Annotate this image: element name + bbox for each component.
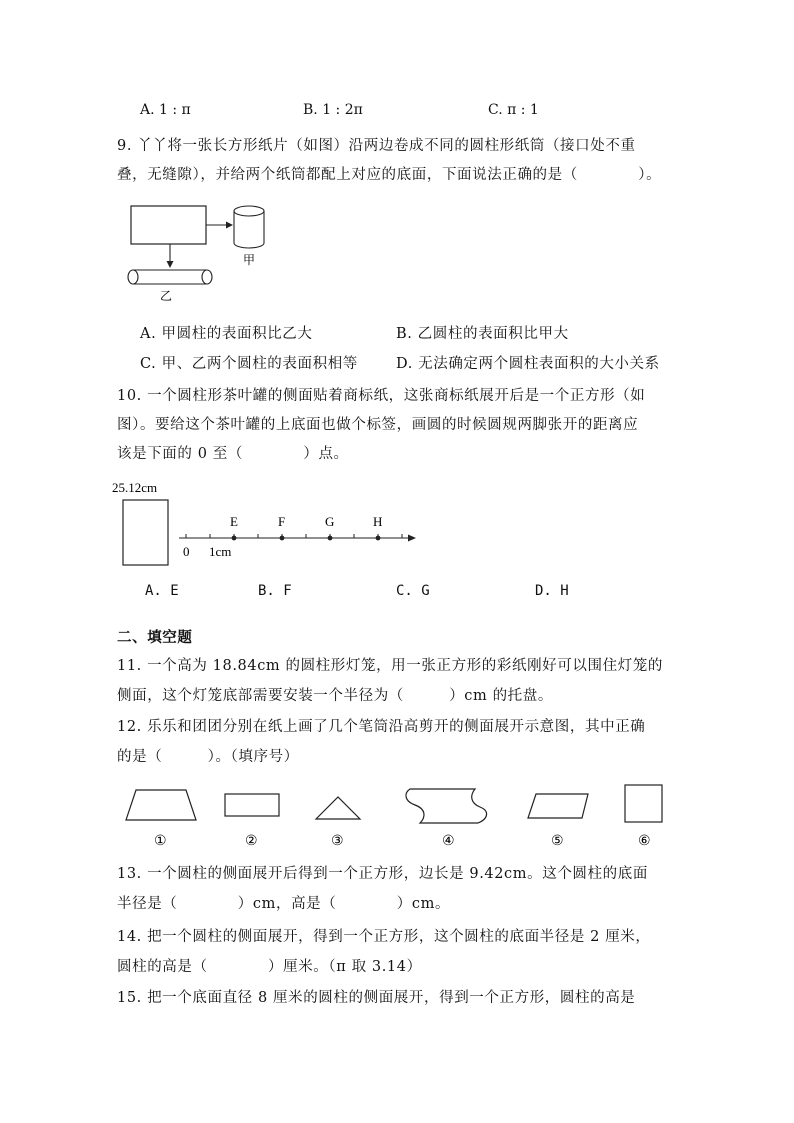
q9-option-b: B. 乙圆柱的表面积比甲大 xyxy=(396,326,569,342)
q13-text-line1: 13. 一个圆柱的侧面展开后得到一个正方形，边长是 9.42cm。这个圆柱的底面 xyxy=(117,866,648,882)
point-h xyxy=(376,536,381,541)
paper-rectangle xyxy=(131,206,206,244)
cylinder-yi xyxy=(128,270,212,284)
q10-text-line1: 10. 一个圆柱形茶叶罐的侧面贴着商标纸，这张商标纸展开后是一个正方形（如 xyxy=(117,388,646,404)
label-jia: 甲 xyxy=(243,253,256,267)
shape-label-4: ④ xyxy=(442,834,455,849)
cylinder-jia xyxy=(234,206,264,248)
shape-wavy xyxy=(406,789,487,823)
shape-label-1: ① xyxy=(154,834,167,849)
point-e xyxy=(232,536,237,541)
shape-triangle xyxy=(316,797,360,819)
q12-text-line2: 的是（ ）。（填序号） xyxy=(117,749,299,765)
q13-text-line2: 半径是（ ）cm，高是（ ）cm。 xyxy=(117,896,451,912)
q12-text-line1: 12. 乐乐和团团分别在纸上画了几个笔筒沿高剪开的侧面展开示意图，其中正确 xyxy=(117,719,646,735)
shape-label-3: ③ xyxy=(331,834,344,849)
q15-text-line1: 15. 把一个底面直径 8 厘米的圆柱的侧面展开，得到一个正方形，圆柱的高是 xyxy=(117,990,636,1006)
point-label-g: G xyxy=(325,514,335,529)
q9-text-line1: 9. 丫丫将一张长方形纸片（如图）沿两边卷成不同的圆柱形纸筒（接口处不重 xyxy=(117,138,636,154)
label-yi: 乙 xyxy=(160,289,173,303)
q14-text-line1: 14. 把一个圆柱的侧面展开，得到一个正方形，这个圆柱的底面半径是 2 厘米， xyxy=(117,929,651,945)
ruler-zero-label: 0 xyxy=(183,544,190,559)
q9-option-c: C. 甲、乙两个圆柱的表面积相等 xyxy=(140,356,358,372)
shape-square xyxy=(625,785,662,822)
q14-text-line2: 圆柱的高是（ ）厘米。（π 取 3.14） xyxy=(117,959,422,975)
ruler-unit-label: 1cm xyxy=(209,544,232,559)
q10-option-c: C. G xyxy=(396,583,430,599)
q12-figure xyxy=(120,782,680,850)
q10-text-line3: 该是下面的 0 至（ ）点。 xyxy=(117,446,349,462)
label-paper-rectangle xyxy=(123,500,168,565)
point-label-f: F xyxy=(278,514,286,529)
q8-option-c: C. π : 1 xyxy=(488,102,539,118)
section-heading: 二、填空题 xyxy=(117,629,193,646)
q10-figure xyxy=(112,476,432,572)
q8-option-a: A. 1 : π xyxy=(140,102,191,118)
q9-option-d: D. 无法确定两个圆柱表面积的大小关系 xyxy=(396,356,660,372)
q9-option-a: A. 甲圆柱的表面积比乙大 xyxy=(140,326,313,342)
shape-trapezoid xyxy=(126,790,196,820)
point-f xyxy=(280,536,285,541)
shape-label-5: ⑤ xyxy=(551,834,564,849)
shape-parallelogram xyxy=(528,794,588,818)
q10-option-d: D. H xyxy=(535,583,569,599)
label-length: 25.12cm xyxy=(112,480,158,495)
point-label-h: H xyxy=(373,514,383,529)
q10-text-line2: 图）。要给这个茶叶罐的上底面也做个标签，画圆的时候圆规两脚张开的距离应 xyxy=(117,417,639,433)
shape-rectangle xyxy=(225,794,279,816)
q10-option-a: A. E xyxy=(145,583,179,599)
q8-option-b: B. 1 : 2π xyxy=(303,102,363,118)
point-label-e: E xyxy=(230,514,238,529)
q10-option-b: B. F xyxy=(258,583,292,599)
shape-label-6: ⑥ xyxy=(638,834,651,849)
point-g xyxy=(328,536,333,541)
shape-label-2: ② xyxy=(245,834,258,849)
q11-text-line1: 11. 一个高为 18.84cm 的圆柱形灯笼，用一张正方形的彩纸刚好可以围住灯笼的 xyxy=(117,658,663,674)
q9-figure xyxy=(120,198,280,303)
q11-text-line2: 侧面，这个灯笼底部需要安装一个半径为（ ）cm 的托盘。 xyxy=(117,688,553,704)
q9-text-line2: 叠，无缝隙），并给两个纸筒都配上对应的底面，下面说法正确的是（ ）。 xyxy=(117,167,662,183)
